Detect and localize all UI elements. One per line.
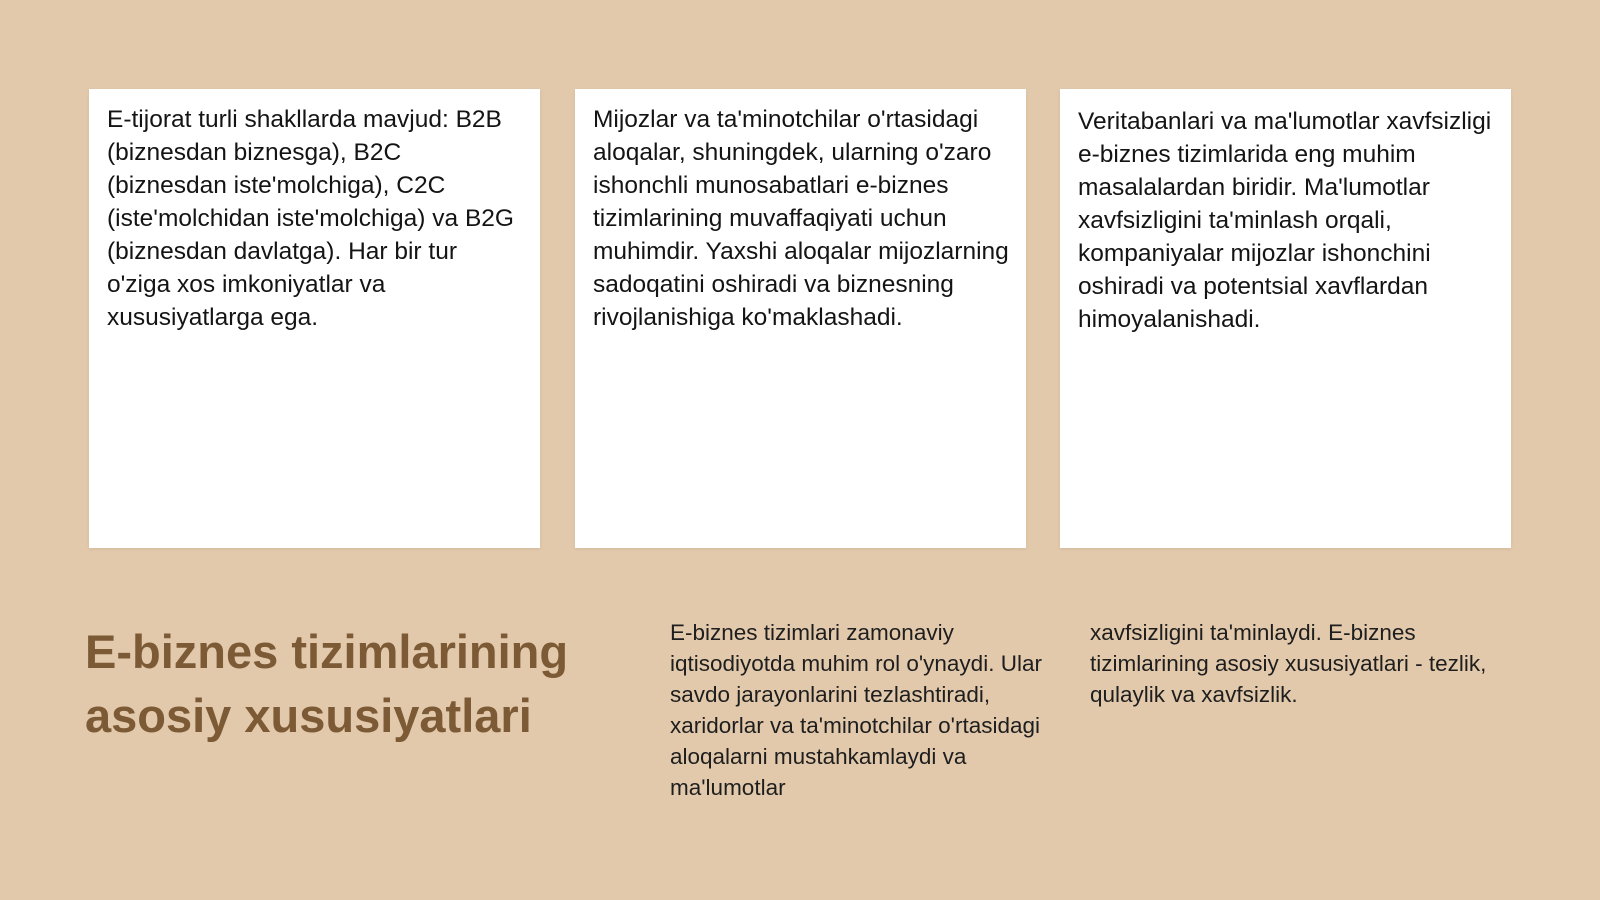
feature-card-relationships xyxy=(575,89,1026,548)
feature-card-text: Veritabanlari va ma'lumotlar xavfsizligi e-biznes tizimlarida eng muhim masalalardan biridir. Ma'lumotlar xavfsizligini ta'minlash orqali, kompaniyalar mijozlar ishonchini oshiradi va potentsial xavflardan himoyalanishadi. xyxy=(1078,108,1492,333)
feature-card-security xyxy=(1060,89,1511,548)
feature-card-text: E-tijorat turli shakllarda mavjud: B2B (biznesdan biznesga), B2C (biznesdan iste'molchiga), C2C (iste'molchidan iste'molchiga) va B2G (biznesdan davlatga). Har bir tur o'ziga xos imkoniyatlar va xususiyatlarga ega. xyxy=(107,106,514,331)
body-text-column-2: xavfsizligini ta'minlaydi. E-biznes tizimlarining asosiy xususiyatlari - tezlik, qulaylik va xavfsizlik. xyxy=(1090,620,1487,707)
slide-title: E-biznes tizimlarining asosiy xususiyatlari xyxy=(85,625,569,742)
body-text-column-1: E-biznes tizimlari zamonaviy iqtisodiyotda muhim rol o'ynaydi. Ular savdo jarayonlarini tezlashtiradi, xaridorlar va ta'minotchilar o'rtasidagi aloqalarni mustahkamlaydi va ma'lumotlar xyxy=(670,620,1042,800)
feature-card-ecommerce-types xyxy=(89,89,540,548)
feature-card-text: Mijozlar va ta'minotchilar o'rtasidagi aloqalar, shuningdek, ularning o'zaro ishonchli munosabatlari e-biznes tizimlarining muvaffaqiyati uchun muhimdir. Yaxshi aloqalar mijozlarning sadoqatini oshiradi va biznesning rivojlanishiga ko'maklashadi. xyxy=(593,106,1009,331)
